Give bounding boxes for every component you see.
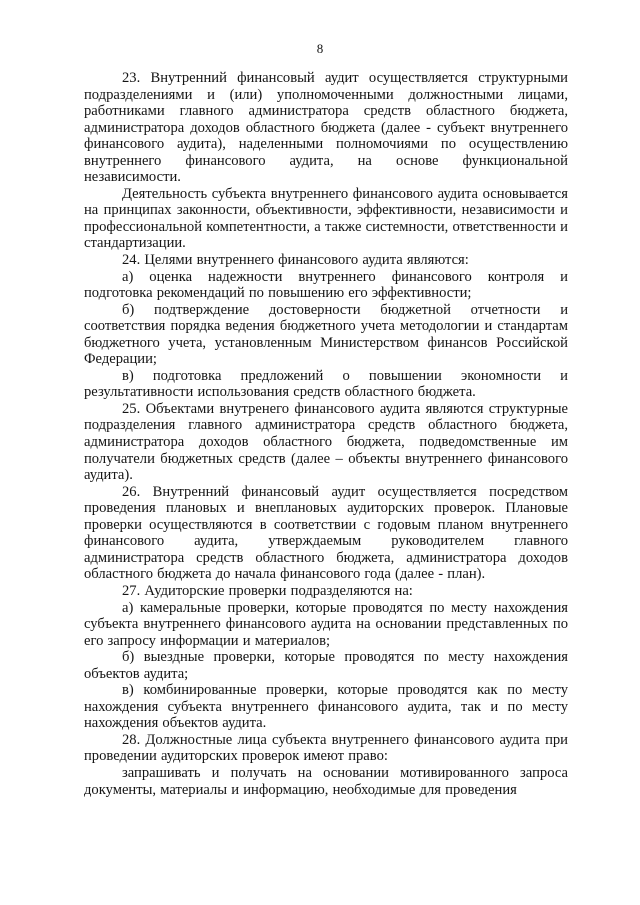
paragraph-24: 24. Целями внутреннего финансового аудита являются: [122,252,469,269]
paragraph-27-a: а) камеральные проверки, которые проводятся по месту нахождения субъекта внутреннего финансового аудита на основании представленных по его запросу информации и материалов; [84,599,568,649]
page-number: 8 [316,41,324,56]
paragraph-24-v: в) подготовка предложений о повышении экономности и результативности использования средств областного бюджета. [84,367,568,401]
paragraph-25: 25. Объектами внутренего финансового аудита являются структурные подразделения главного администратора средств областного бюджета, администратора доходов областного бюджета, подведомственные им получатели бюджетных средств (далее – объекты внутреннего финансового аудита). [84,400,568,484]
paragraph-23: 23. Внутренний финансовый аудит осуществляется структурными подразделениями и (или) уполномоченными должностными лицами, работниками главного администратора средств областного бюджета, администратора доходов областного бюджета (далее - субъект внутреннего финансового аудита), наделенными полномочиями по осуществлению внутреннего финансового аудита, на основе функциональной независимости. [84,70,568,186]
paragraph-activity-principles: Деятельность субъекта внутреннего финансового аудита основывается на принципах законности, объективности, эффективности, независимости и профессиональной компетентности, а также системности, ответственности и стандартизации. [84,185,568,252]
paragraph-26: 26. Внутренний финансовый аудит осуществляется посредством проведения плановых и внеплановых аудиторских проверок. Плановые проверки осуществляются в соответствии с годовым планом внутреннего финансового аудита, утверждаемым руководителем главного администратора средств областного бюджета, администратора доходов областного бюджета до начала финансового года (далее - план). [84,483,568,583]
paragraph-24-b: б) подтверждение достоверности бюджетной отчетности и соответствия порядка ведения бюджетного учета методологии и стандартам бюджетного учета, установленным Министерством финансов Российской Федерации; [84,301,568,368]
document-body [84,70,568,798]
paragraph-28-request: запрашивать и получать на основании мотивированного запроса документы, материалы и информацию, необходимые для проведения [84,764,568,798]
paragraph-27: 27. Аудиторские проверки подразделяются на: [122,582,413,599]
paragraph-24-a: а) оценка надежности внутреннего финансового контроля и подготовка рекомендаций по повышению его эффективности; [84,268,568,302]
paragraph-28: 28. Должностные лица субъекта внутреннего финансового аудита при проведении аудиторских проверок имеют право: [84,731,568,765]
paragraph-27-v: в) комбинированные проверки, которые проводятся как по месту нахождения субъекта внутреннего финансового аудита, так и по месту нахождения объектов аудита. [84,682,568,732]
paragraph-27-b: б) выездные проверки, которые проводятся по месту нахождения объектов аудита; [84,649,568,682]
